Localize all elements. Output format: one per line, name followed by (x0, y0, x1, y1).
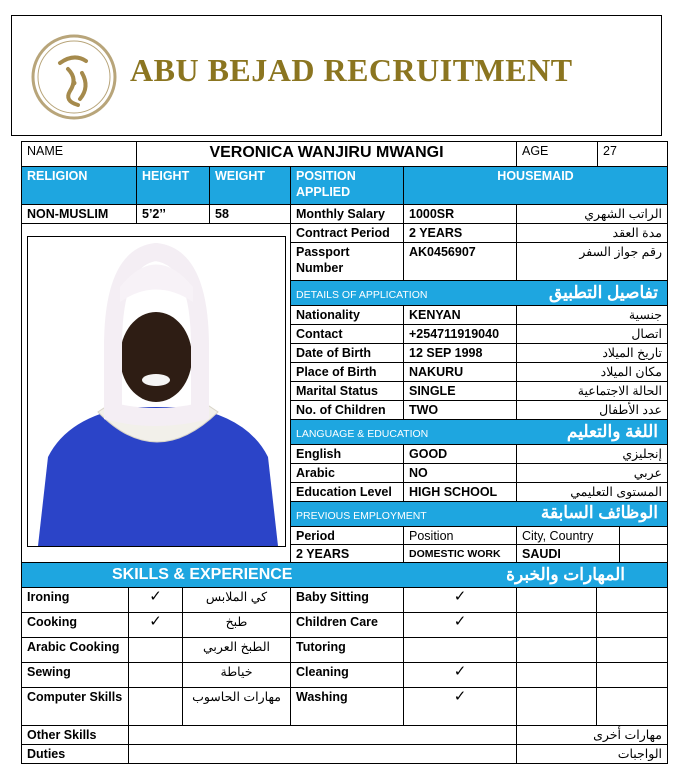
skill-left-label-1: Cooking (21, 612, 129, 638)
contract-label-1: Contract Period (290, 223, 404, 243)
lang-value-1: NO (403, 463, 517, 483)
skill-empty (516, 637, 597, 663)
position-value: HOUSEMAID (403, 166, 668, 205)
lang-arabic-2: المستوى التعليمي (516, 482, 668, 502)
skill-left-arabic-4: مهارات الحاسوب (182, 687, 291, 726)
skill-right-check-4 (403, 687, 517, 726)
app-label-0: Nationality (290, 305, 404, 325)
skill-left-check-2 (128, 637, 183, 663)
app-arabic-2: تاريخ الميلاد (516, 343, 668, 363)
application-heading-ar: تفاصيل التطبيق (548, 283, 658, 302)
duties-arabic: الواجبات (516, 744, 668, 764)
skill-empty (596, 612, 668, 638)
skill-left-label-4: Computer Skills (21, 687, 129, 726)
check-icon: ✓ (453, 613, 467, 630)
lang-label-0: English (290, 444, 404, 464)
app-value-4: SINGLE (403, 381, 517, 401)
company-logo (30, 33, 118, 121)
duties-value (128, 744, 517, 764)
skill-left-arabic-0: كي الملابس (182, 587, 291, 613)
contract-arabic-2: رقم جواز السفر (516, 242, 668, 281)
skill-left-check-0 (128, 587, 183, 613)
skill-left-check-4 (128, 687, 183, 726)
skill-empty (516, 662, 597, 688)
contract-value-1: 2 YEARS (403, 223, 517, 243)
emp-empty (619, 544, 668, 563)
emp-col-country: City, Country (516, 526, 620, 545)
lang-value-0: GOOD (403, 444, 517, 464)
app-value-0: KENYAN (403, 305, 517, 325)
duties-label: Duties (21, 744, 129, 764)
check-icon: ✓ (149, 613, 162, 630)
skill-empty (596, 587, 668, 613)
other-skills-value (128, 725, 517, 745)
app-arabic-3: مكان الميلاد (516, 362, 668, 382)
weight-label: WEIGHT (209, 166, 291, 205)
emp-position: DOMESTIC WORK (403, 544, 517, 563)
app-value-2: 12 SEP 1998 (403, 343, 517, 363)
age-label: AGE (516, 141, 598, 167)
contract-value-2: AK0456907 (403, 242, 517, 281)
employment-heading-en: PREVIOUS EMPLOYMENT (296, 510, 427, 522)
skill-left-check-1 (128, 612, 183, 638)
height-value: 5’2’’ (136, 204, 210, 224)
contract-arabic-1: مدة العقد (516, 223, 668, 243)
contract-label-0: Monthly Salary (290, 204, 404, 224)
skill-left-check-3 (128, 662, 183, 688)
skill-right-check-1 (403, 612, 517, 638)
height-label: HEIGHT (136, 166, 210, 205)
language-heading-en: LANGUAGE & EDUCATION (296, 428, 429, 440)
lang-value-2: HIGH SCHOOL (403, 482, 517, 502)
skill-right-check-0 (403, 587, 517, 613)
skills-heading-en: SKILLS & EXPERIENCE (112, 566, 293, 583)
skill-empty (516, 587, 597, 613)
skills-heading-ar: المهارات والخبرة (506, 565, 625, 584)
candidate-name: VERONICA WANJIRU MWANGI (136, 141, 517, 167)
app-label-5: No. of Children (290, 400, 404, 420)
candidate-photo (27, 236, 286, 547)
skill-left-label-2: Arabic Cooking (21, 637, 129, 663)
app-label-4: Marital Status (290, 381, 404, 401)
emp-col-position: Position (403, 526, 517, 545)
contract-label-2: Passport Number (290, 242, 404, 281)
app-arabic-0: جنسية (516, 305, 668, 325)
language-heading-ar: اللغة والتعليم (566, 422, 658, 441)
emp-col-empty (619, 526, 668, 545)
skill-left-label-3: Sewing (21, 662, 129, 688)
emp-col-period: Period (290, 526, 404, 545)
app-arabic-4: الحالة الاجتماعية (516, 381, 668, 401)
skill-empty (596, 662, 668, 688)
check-icon: ✓ (453, 688, 467, 705)
application-heading-en: DETAILS OF APPLICATION (296, 289, 428, 301)
skill-right-label-2: Tutoring (290, 637, 404, 663)
app-value-3: NAKURU (403, 362, 517, 382)
app-arabic-1: اتصال (516, 324, 668, 344)
skill-empty (596, 687, 668, 726)
skill-left-label-0: Ironing (21, 587, 129, 613)
age-value: 27 (597, 141, 668, 167)
position-label: POSITION APPLIED (290, 166, 404, 205)
religion-value: NON-MUSLIM (21, 204, 137, 224)
lang-arabic-0: إنجليزي (516, 444, 668, 464)
other-skills-label: Other Skills (21, 725, 129, 745)
app-label-2: Date of Birth (290, 343, 404, 363)
weight-value: 58 (209, 204, 291, 224)
religion-label: RELIGION (21, 166, 137, 205)
name-label: NAME (21, 141, 137, 167)
lang-label-1: Arabic (290, 463, 404, 483)
other-skills-arabic: مهارات أخرى (516, 725, 668, 745)
skill-right-check-3 (403, 662, 517, 688)
skill-left-arabic-2: الطبخ العربي (182, 637, 291, 663)
skill-empty (596, 637, 668, 663)
app-label-3: Place of Birth (290, 362, 404, 382)
skill-right-label-1: Children Care (290, 612, 404, 638)
skill-right-check-2 (403, 637, 517, 663)
lang-arabic-1: عربي (516, 463, 668, 483)
employment-heading-ar: الوظائف السابقة (540, 503, 658, 522)
check-icon: ✓ (453, 588, 467, 605)
skill-left-arabic-1: طبخ (182, 612, 291, 638)
emp-country: SAUDI (516, 544, 620, 563)
skill-left-arabic-3: خياطة (182, 662, 291, 688)
check-icon: ✓ (149, 588, 162, 605)
skill-right-label-4: Washing (290, 687, 404, 726)
contract-value-0: 1000SR (403, 204, 517, 224)
skill-empty (516, 687, 597, 726)
app-label-1: Contact (290, 324, 404, 344)
app-value-5: TWO (403, 400, 517, 420)
lang-label-2: Education Level (290, 482, 404, 502)
company-title: ABU BEJAD RECRUITMENT (130, 52, 573, 88)
app-value-1: +254711919040 (403, 324, 517, 344)
skill-empty (516, 612, 597, 638)
skill-right-label-3: Cleaning (290, 662, 404, 688)
emp-period: 2 YEARS (290, 544, 404, 563)
skill-right-label-0: Baby Sitting (290, 587, 404, 613)
check-icon: ✓ (453, 663, 467, 680)
app-arabic-5: عدد الأطفال (516, 400, 668, 420)
contract-arabic-0: الراتب الشهري (516, 204, 668, 224)
